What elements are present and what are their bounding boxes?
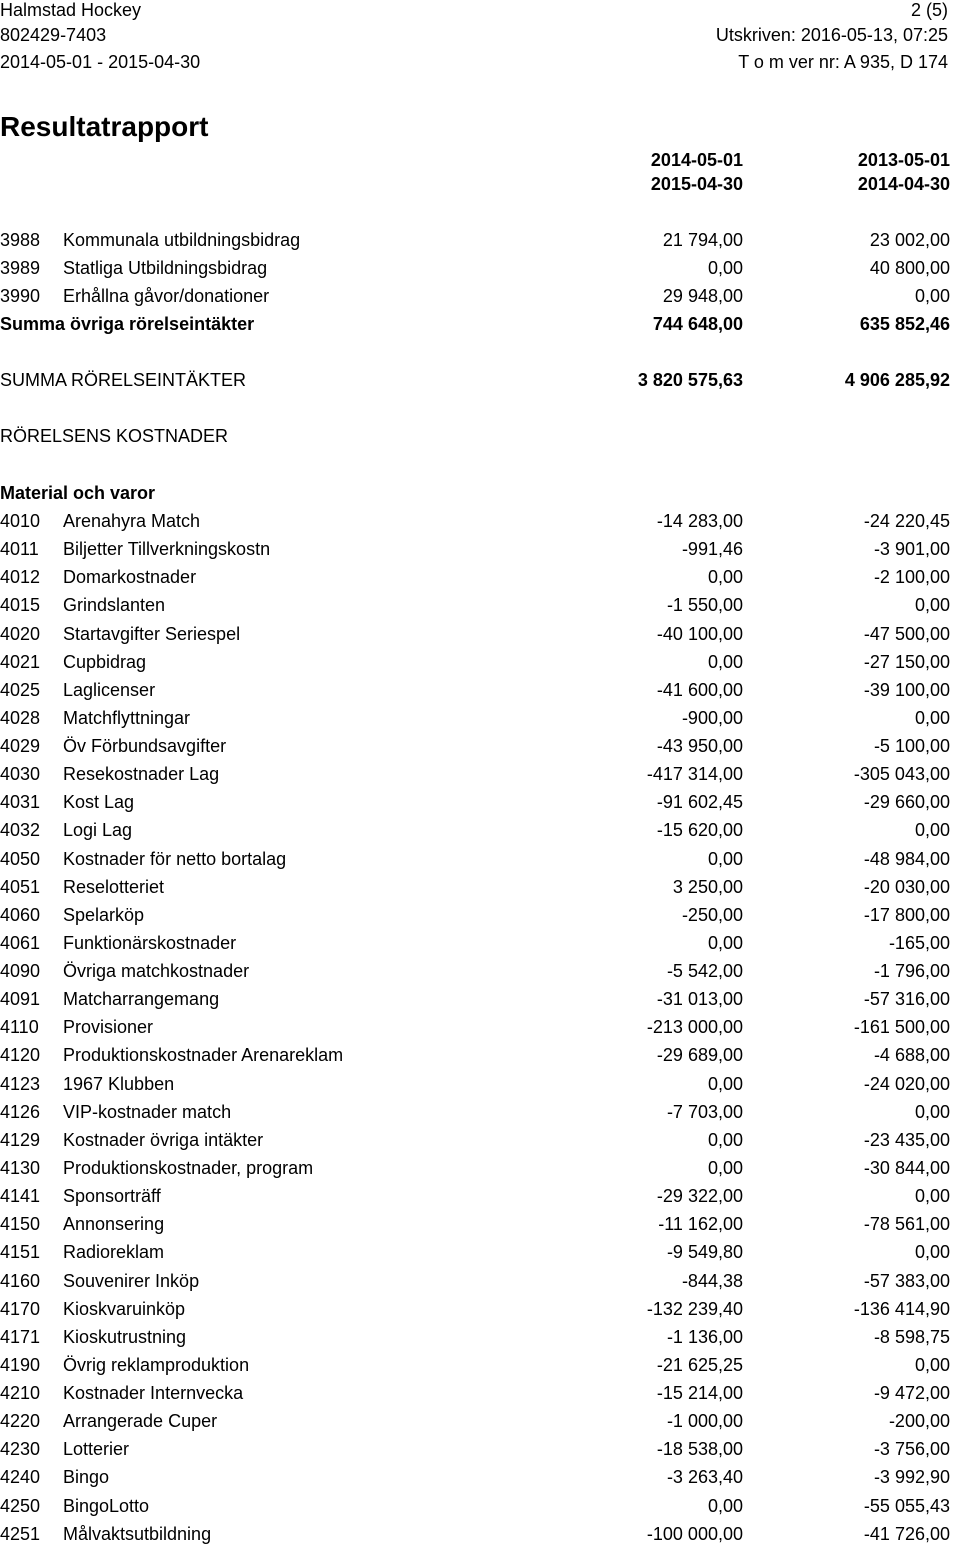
previous-period-value: -1 796,00	[873, 961, 950, 982]
account-number: 4230	[0, 1439, 41, 1460]
account-name: Övriga matchkostnader	[63, 961, 250, 982]
account-number: 4170	[0, 1298, 41, 1319]
table-row	[0, 1128, 960, 1156]
page-number: 2 (5)	[910, 0, 948, 20]
current-period-value: 21 794,00	[662, 230, 743, 250]
current-period-value: -132 239,40	[646, 1298, 743, 1319]
table-row	[0, 565, 960, 593]
previous-period-value: -39 100,00	[863, 679, 950, 700]
previous-period-value: -29 660,00	[863, 792, 950, 813]
account-name: Funktionärskostnader	[63, 932, 237, 953]
current-period-value: -844,38	[681, 1270, 743, 1291]
account-name: Spelarköp	[63, 904, 145, 925]
account-name: Grindslanten	[63, 595, 166, 616]
account-name: Domarkostnader	[63, 567, 197, 588]
current-period-value: -3 263,40	[666, 1467, 743, 1488]
current-period-from: 2014-05-01	[650, 150, 743, 170]
current-period-value: -91 602,45	[656, 792, 743, 813]
previous-period-value: -55 055,43	[863, 1495, 950, 1516]
account-number: 4130	[0, 1157, 41, 1178]
current-period-value: -29 689,00	[656, 1045, 743, 1066]
previous-period-value: 0,00	[914, 1186, 950, 1207]
previous-period-value: -5 100,00	[873, 736, 950, 757]
previous-period-value: -4 688,00	[873, 1045, 950, 1066]
current-period-value: -11 162,00	[658, 1214, 743, 1235]
current-period-value: -417 314,00	[646, 764, 743, 785]
table-row	[0, 931, 960, 959]
account-number: 4061	[0, 932, 41, 953]
account-name: Sponsorträff	[63, 1186, 161, 1207]
previous-period-value: -24 020,00	[863, 1073, 950, 1094]
previous-period-value: -30 844,00	[863, 1157, 950, 1178]
account-number: 4210	[0, 1383, 41, 1404]
account-number: 4150	[0, 1214, 41, 1235]
account-name: Kostnader Internvecka	[63, 1383, 244, 1404]
account-number: 3988	[0, 230, 41, 250]
account-number: 4126	[0, 1101, 41, 1122]
current-period-value: -991,46	[681, 539, 743, 560]
account-number: 4151	[0, 1242, 41, 1263]
current-period-value: -15 620,00	[656, 820, 743, 841]
account-name: Souvenirer Inköp	[63, 1270, 200, 1291]
current-period-value: -1 000,00	[666, 1411, 743, 1432]
current-period-value: -21 625,25	[656, 1354, 743, 1375]
material-heading: Material och varor	[0, 483, 156, 503]
table-row	[0, 1156, 960, 1184]
account-number: 4051	[0, 876, 41, 897]
current-period-value: -1 136,00	[666, 1326, 743, 1347]
account-name: Öv Förbundsavgifter	[63, 736, 227, 757]
current-period-value: 0,00	[707, 932, 743, 953]
account-name: Kostnader övriga intäkter	[63, 1129, 264, 1150]
account-number: 3990	[0, 286, 41, 307]
account-number: 4091	[0, 989, 41, 1010]
account-name: Produktionskostnader Arenareklam	[63, 1045, 344, 1066]
table-row	[0, 959, 960, 987]
company-name: Halmstad Hockey	[0, 0, 142, 20]
current-period-value: -14 283,00	[656, 511, 743, 531]
previous-period-value: -3 901,00	[873, 539, 950, 560]
report-header-line-2	[0, 25, 960, 53]
table-row	[0, 706, 960, 734]
sum-income-current: 3 820 575,63	[637, 370, 743, 390]
table-row	[0, 1409, 960, 1437]
current-period-value: 0,00	[707, 1073, 743, 1094]
sum-income-label: SUMMA RÖRELSEINTÄKTER	[0, 370, 247, 390]
account-name: Provisioner	[63, 1017, 154, 1038]
table-row	[0, 256, 960, 284]
account-number: 4123	[0, 1073, 41, 1094]
account-name: Reselotteriet	[63, 876, 165, 897]
current-period-value: -1 550,00	[666, 595, 743, 616]
current-period-value: 0,00	[707, 651, 743, 672]
previous-period-value: -9 472,00	[873, 1383, 950, 1404]
account-name: Statliga Utbildningsbidrag	[63, 258, 268, 279]
previous-period-value: -305 043,00	[853, 764, 950, 785]
table-row	[0, 847, 960, 875]
account-number: 4010	[0, 511, 41, 531]
current-period-value: -5 542,00	[666, 961, 743, 982]
previous-period-value: -136 414,90	[853, 1298, 950, 1319]
current-period-value: -15 214,00	[656, 1383, 743, 1404]
sum-operating-income-row	[0, 368, 960, 396]
table-row	[0, 1184, 960, 1212]
table-row	[0, 1325, 960, 1353]
account-name: BingoLotto	[63, 1495, 150, 1516]
sum-other-income-row	[0, 312, 960, 340]
previous-period-value: -48 984,00	[863, 848, 950, 869]
current-period-value: -18 538,00	[656, 1439, 743, 1460]
sum-income-previous: 4 906 285,92	[844, 370, 950, 390]
account-number: 4028	[0, 707, 41, 728]
table-row	[0, 1240, 960, 1268]
column-header-current	[651, 150, 743, 195]
report-period: 2014-05-01 - 2015-04-30	[0, 52, 201, 72]
previous-period-value: -47 500,00	[863, 623, 950, 644]
table-row	[0, 1381, 960, 1409]
table-row	[0, 987, 960, 1015]
previous-period-from: 2013-05-01	[857, 150, 950, 170]
account-name: Biljetter Tillverkningskostn	[63, 539, 271, 560]
previous-period-value: -20 030,00	[863, 876, 950, 897]
account-number: 4160	[0, 1270, 41, 1291]
previous-period-value: -161 500,00	[853, 1017, 950, 1038]
previous-period-value: 40 800,00	[869, 258, 950, 279]
current-period-value: 0,00	[707, 1495, 743, 1516]
current-period-value: -100 000,00	[646, 1523, 743, 1544]
table-row	[0, 1297, 960, 1325]
table-row	[0, 593, 960, 621]
previous-period-value: 0,00	[914, 286, 950, 307]
account-number: 4030	[0, 764, 41, 785]
account-name: Bingo	[63, 1467, 110, 1488]
table-row	[0, 1072, 960, 1100]
account-number: 4141	[0, 1186, 41, 1207]
current-period-value: -7 703,00	[666, 1101, 743, 1122]
table-row	[0, 509, 960, 537]
table-row	[0, 1465, 960, 1493]
table-row	[0, 903, 960, 931]
previous-period-value: 23 002,00	[869, 230, 950, 250]
current-period-value: 0,00	[707, 1129, 743, 1150]
previous-period-value: 0,00	[914, 1242, 950, 1263]
report-header-line-3	[0, 52, 960, 80]
account-name: Resekostnader Lag	[63, 764, 220, 785]
account-number: 4031	[0, 792, 41, 813]
account-name: Erhållna gåvor/donationer	[63, 286, 270, 307]
account-name: Radioreklam	[63, 1242, 165, 1263]
report-header-line-1	[0, 0, 960, 28]
account-name: Kioskvaruinköp	[63, 1298, 186, 1319]
account-name: Matcharrangemang	[63, 989, 220, 1010]
account-name: Kost Lag	[63, 792, 135, 813]
current-period-value: -43 950,00	[656, 736, 743, 757]
previous-period-value: 0,00	[914, 707, 950, 728]
previous-period-value: -165,00	[888, 932, 950, 953]
sum-other-current: 744 648,00	[652, 314, 743, 334]
table-row	[0, 1100, 960, 1128]
previous-period-value: 0,00	[914, 1354, 950, 1375]
current-period-value: 3 250,00	[672, 876, 743, 897]
previous-period-value: -23 435,00	[863, 1129, 950, 1150]
account-name: Logi Lag	[63, 820, 133, 841]
current-period-value: -9 549,80	[666, 1242, 743, 1263]
version-number: T o m ver nr: A 935, D 174	[738, 52, 948, 72]
current-period-to: 2015-04-30	[650, 174, 743, 194]
account-name: Laglicenser	[63, 679, 156, 700]
current-period-value: -250,00	[681, 904, 743, 925]
account-number: 4020	[0, 623, 41, 644]
current-period-value: 29 948,00	[662, 286, 743, 307]
table-row	[0, 818, 960, 846]
account-number: 4012	[0, 567, 41, 588]
account-name: Arrangerade Cuper	[63, 1411, 218, 1432]
account-name: Kommunala utbildningsbidrag	[63, 230, 301, 250]
previous-period-value: -41 726,00	[863, 1523, 950, 1544]
account-number: 4251	[0, 1523, 41, 1544]
previous-period-value: -8 598,75	[873, 1326, 950, 1347]
account-number: 4025	[0, 679, 41, 700]
previous-period-value: 0,00	[914, 595, 950, 616]
current-period-value: 0,00	[707, 1157, 743, 1178]
account-number: 4060	[0, 904, 41, 925]
previous-period-value: -200,00	[888, 1411, 950, 1432]
table-row	[0, 1269, 960, 1297]
table-row	[0, 762, 960, 790]
account-number: 4220	[0, 1411, 41, 1432]
account-number: 4190	[0, 1354, 41, 1375]
previous-period-value: -3 992,90	[873, 1467, 950, 1488]
sum-other-label: Summa övriga rörelseintäkter	[0, 314, 255, 334]
table-row	[0, 1353, 960, 1381]
account-name: Kostnader för netto bortalag	[63, 848, 287, 869]
org-number: 802429-7403	[0, 25, 107, 45]
account-name: Startavgifter Seriespel	[63, 623, 241, 644]
table-row	[0, 537, 960, 565]
account-name: Arenahyra Match	[63, 511, 201, 531]
account-number: 4021	[0, 651, 41, 672]
previous-period-value: -27 150,00	[863, 651, 950, 672]
column-header-previous	[858, 150, 950, 195]
account-name: Målvaktsutbildning	[63, 1523, 212, 1544]
current-period-value: -213 000,00	[646, 1017, 743, 1038]
account-number: 4110	[0, 1017, 39, 1038]
previous-period-value: -2 100,00	[873, 567, 950, 588]
current-period-value: 0,00	[707, 848, 743, 869]
previous-period-value: 0,00	[914, 1101, 950, 1122]
account-name: Övrig reklamproduktion	[63, 1354, 250, 1375]
table-row	[0, 875, 960, 903]
previous-period-value: -57 316,00	[863, 989, 950, 1010]
table-row	[0, 1522, 960, 1550]
costs-heading: RÖRELSENS KOSTNADER	[0, 426, 229, 446]
account-name: VIP-kostnader match	[63, 1101, 232, 1122]
current-period-value: 0,00	[707, 567, 743, 588]
account-name: Annonsering	[63, 1214, 165, 1235]
table-row	[0, 678, 960, 706]
previous-period-to: 2014-04-30	[857, 174, 950, 194]
previous-period-value: -78 561,00	[863, 1214, 950, 1235]
account-number: 4171	[0, 1326, 41, 1347]
account-number: 4032	[0, 820, 41, 841]
previous-period-value: 0,00	[914, 820, 950, 841]
account-name: Lotterier	[63, 1439, 130, 1460]
previous-period-value: -24 220,45	[863, 511, 950, 531]
account-name: Matchflyttningar	[63, 707, 191, 728]
table-row	[0, 1015, 960, 1043]
account-number: 4029	[0, 736, 41, 757]
table-row	[0, 228, 960, 256]
account-name: 1967 Klubben	[63, 1073, 175, 1094]
table-row	[0, 650, 960, 678]
account-name: Kioskutrustning	[63, 1326, 187, 1347]
sum-other-previous: 635 852,46	[859, 314, 950, 334]
current-period-value: -31 013,00	[656, 989, 743, 1010]
account-number: 4015	[0, 595, 41, 616]
current-period-value: -900,00	[681, 707, 743, 728]
table-row	[0, 1043, 960, 1071]
previous-period-value: -3 756,00	[873, 1439, 950, 1460]
account-number: 4090	[0, 961, 41, 982]
table-row	[0, 284, 960, 312]
report-title: Resultatrapport	[0, 111, 209, 142]
account-number: 3989	[0, 258, 41, 279]
table-row	[0, 734, 960, 762]
previous-period-value: -17 800,00	[863, 904, 950, 925]
account-number: 4050	[0, 848, 41, 869]
table-row	[0, 790, 960, 818]
account-number: 4011	[0, 539, 39, 560]
account-number: 4129	[0, 1129, 41, 1150]
current-period-value: 0,00	[707, 258, 743, 279]
current-period-value: -41 600,00	[656, 679, 743, 700]
table-row	[0, 1494, 960, 1522]
account-name: Cupbidrag	[63, 651, 147, 672]
table-row	[0, 1212, 960, 1240]
account-number: 4120	[0, 1045, 41, 1066]
account-number: 4250	[0, 1495, 41, 1516]
printed-timestamp: Utskriven: 2016-05-13, 07:25	[715, 25, 948, 45]
account-name: Produktionskostnader, program	[63, 1157, 314, 1178]
account-number: 4240	[0, 1467, 41, 1488]
table-row	[0, 1437, 960, 1465]
current-period-value: -29 322,00	[656, 1186, 743, 1207]
table-row	[0, 622, 960, 650]
previous-period-value: -57 383,00	[863, 1270, 950, 1291]
current-period-value: -40 100,00	[656, 623, 743, 644]
